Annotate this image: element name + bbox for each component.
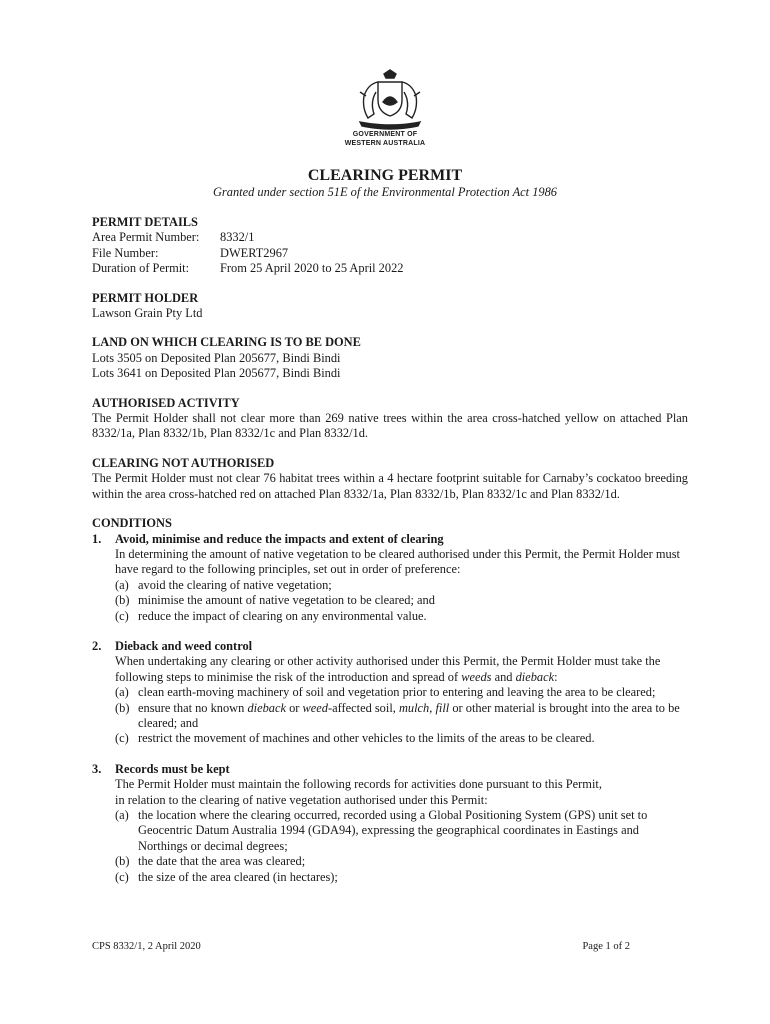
detail-row xyxy=(92,230,688,245)
item-text-part: or xyxy=(285,700,303,715)
list-item xyxy=(115,854,688,869)
item-text: reduce the impact of clearing on any environmental value. xyxy=(138,608,427,623)
footer-reference: CPS 8332/1, 2 April 2020 xyxy=(92,941,201,952)
list-item xyxy=(115,578,688,593)
section-heading: CONDITIONS xyxy=(92,516,172,531)
government-line1: GOVERNMENT OF xyxy=(352,131,418,138)
not-authorised-section xyxy=(92,456,688,502)
condition-title xyxy=(92,762,688,777)
item-text-part: , xyxy=(429,700,436,715)
section-text: The Permit Holder must not clear 76 habitat trees within a 4 hectare footprint suitable for Carnaby’s cockatoo breeding within the area cross-hatched red on attached Plan 8332/1a, Plan 8332/1b, Plan 8332/1c and Plan 8332/1d. xyxy=(92,471,688,501)
item-label: (a) xyxy=(115,685,129,700)
condition-2 xyxy=(92,639,688,747)
item-text: restrict the movement of machines and other vehicles to the limits of the areas to be cleared. xyxy=(138,731,595,746)
item-text: the date that the area was cleared; xyxy=(138,854,306,869)
item-text-part: or other material is brought into the area to be cleared; and xyxy=(138,700,680,730)
item-label: (b) xyxy=(115,700,130,715)
detail-value: 8332/1 xyxy=(220,230,255,245)
condition-intro-line: in relation to the clearing of native vegetation authorised under this Permit: xyxy=(115,792,488,807)
intro-dieback: dieback xyxy=(515,669,555,684)
condition-title-text: Avoid, minimise and reduce the impacts and extent of clearing xyxy=(115,531,444,546)
condition-number: 1. xyxy=(92,531,102,546)
permit-holder-section xyxy=(92,291,688,322)
land-section xyxy=(92,335,688,381)
detail-label: File Number: xyxy=(92,245,159,260)
intro-weeds: weeds xyxy=(461,669,492,684)
condition-1 xyxy=(92,532,688,624)
condition-intro-line: The Permit Holder must maintain the following records for activities done pursuant to this Permit, xyxy=(115,777,602,792)
intro-end: : xyxy=(554,669,558,684)
item-text xyxy=(138,701,688,732)
page-subtitle: Granted under section 51E of the Environmental Protection Act 1986 xyxy=(212,185,557,199)
document-body xyxy=(92,215,688,885)
condition-intro: In determining the amount of native vegetation to be cleared authorised under this Permit, the Permit Holder must have regard to the following principles, set out in order of preference: xyxy=(115,546,681,577)
page-footer xyxy=(92,939,630,954)
condition-title-text: Dieback and weed control xyxy=(115,638,253,653)
item-label: (a) xyxy=(115,808,129,822)
detail-value: DWERT2967 xyxy=(220,245,289,260)
authorised-activity-section xyxy=(92,396,688,442)
detail-value: From 25 April 2020 to 25 April 2022 xyxy=(220,261,404,276)
coat-of-arms-icon xyxy=(340,66,440,130)
item-label: (a) xyxy=(115,577,129,592)
item-weed: weed xyxy=(302,700,328,715)
condition-body xyxy=(115,547,688,624)
conditions-section xyxy=(92,516,688,885)
list-item xyxy=(115,593,688,608)
list-item xyxy=(115,701,688,732)
item-label: (c) xyxy=(115,731,129,746)
condition-number: 2. xyxy=(92,638,102,653)
condition-title xyxy=(92,532,688,547)
item-text-part: ensure that no known xyxy=(138,700,248,715)
list-item xyxy=(115,731,688,746)
list-item xyxy=(115,870,688,885)
item-text: clean earth-moving machinery of soil and vegetation prior to entering and leaving the area to be cleared; xyxy=(138,685,656,700)
condition-intro xyxy=(115,654,688,685)
condition-body xyxy=(115,654,688,746)
page-number: Page 1 of 2 xyxy=(582,941,630,952)
government-label xyxy=(300,130,470,148)
item-label: (b) xyxy=(115,593,130,608)
condition-number: 3. xyxy=(92,761,102,776)
intro-text: When undertaking any clearing or other activity authorised under this Permit, the Permit Holder must take the following steps to minimise the risk of the introduction and spread of xyxy=(115,654,661,684)
item-text: minimise the amount of native vegetation to be cleared; and xyxy=(138,593,435,608)
permit-details-section xyxy=(92,215,688,277)
item-label: (c) xyxy=(115,869,129,884)
detail-row xyxy=(92,246,688,261)
item-label: (b) xyxy=(115,854,130,869)
section-heading: PERMIT HOLDER xyxy=(92,290,199,305)
land-line: Lots 3505 on Deposited Plan 205677, Bindi Bindi xyxy=(92,350,341,365)
item-mulch: mulch xyxy=(398,700,430,715)
section-heading: PERMIT DETAILS xyxy=(92,215,198,229)
detail-label: Area Permit Number: xyxy=(92,230,200,245)
item-text-part: -affected soil, xyxy=(327,700,399,715)
section-heading: LAND ON WHICH CLEARING IS TO BE DONE xyxy=(92,335,361,350)
intro-and: and xyxy=(491,669,516,684)
section-heading: CLEARING NOT AUTHORISED xyxy=(92,455,275,470)
condition-body xyxy=(115,777,688,885)
item-text: avoid the clearing of native vegetation; xyxy=(138,577,332,592)
item-fill: fill xyxy=(435,700,450,715)
page-title: CLEARING PERMIT xyxy=(307,167,463,184)
land-line: Lots 3641 on Deposited Plan 205677, Bindi Bindi xyxy=(92,366,341,381)
list-item xyxy=(115,609,688,624)
section-text: The Permit Holder shall not clear more than 269 native trees within the area cross-hatched yellow on attached Plan 8332/1a, Plan 8332/1b, Plan 8332/1c and Plan 8332/1d. xyxy=(92,411,688,441)
list-item xyxy=(115,808,688,854)
detail-row xyxy=(92,261,688,276)
condition-title xyxy=(92,639,688,654)
list-item xyxy=(115,685,688,700)
condition-title-text: Records must be kept xyxy=(115,761,230,776)
item-label: (c) xyxy=(115,608,129,623)
item-dieback: dieback xyxy=(247,700,286,715)
item-text: the location where the clearing occurred, recorded using a Global Positioning System (GPS) unit set to Geocentric Datum Australia 1994 (GDA94), expressing the geographical coordinates in Eastings and Northings or decimal degrees; xyxy=(138,808,648,853)
permit-holder-name: Lawson Grain Pty Ltd xyxy=(92,306,203,321)
government-line2: WESTERN AUSTRALIA xyxy=(344,140,426,147)
detail-label: Duration of Permit: xyxy=(92,261,190,276)
condition-3 xyxy=(92,762,688,885)
item-text: the size of the area cleared (in hectares); xyxy=(138,869,338,884)
section-heading: AUTHORISED ACTIVITY xyxy=(92,395,240,410)
